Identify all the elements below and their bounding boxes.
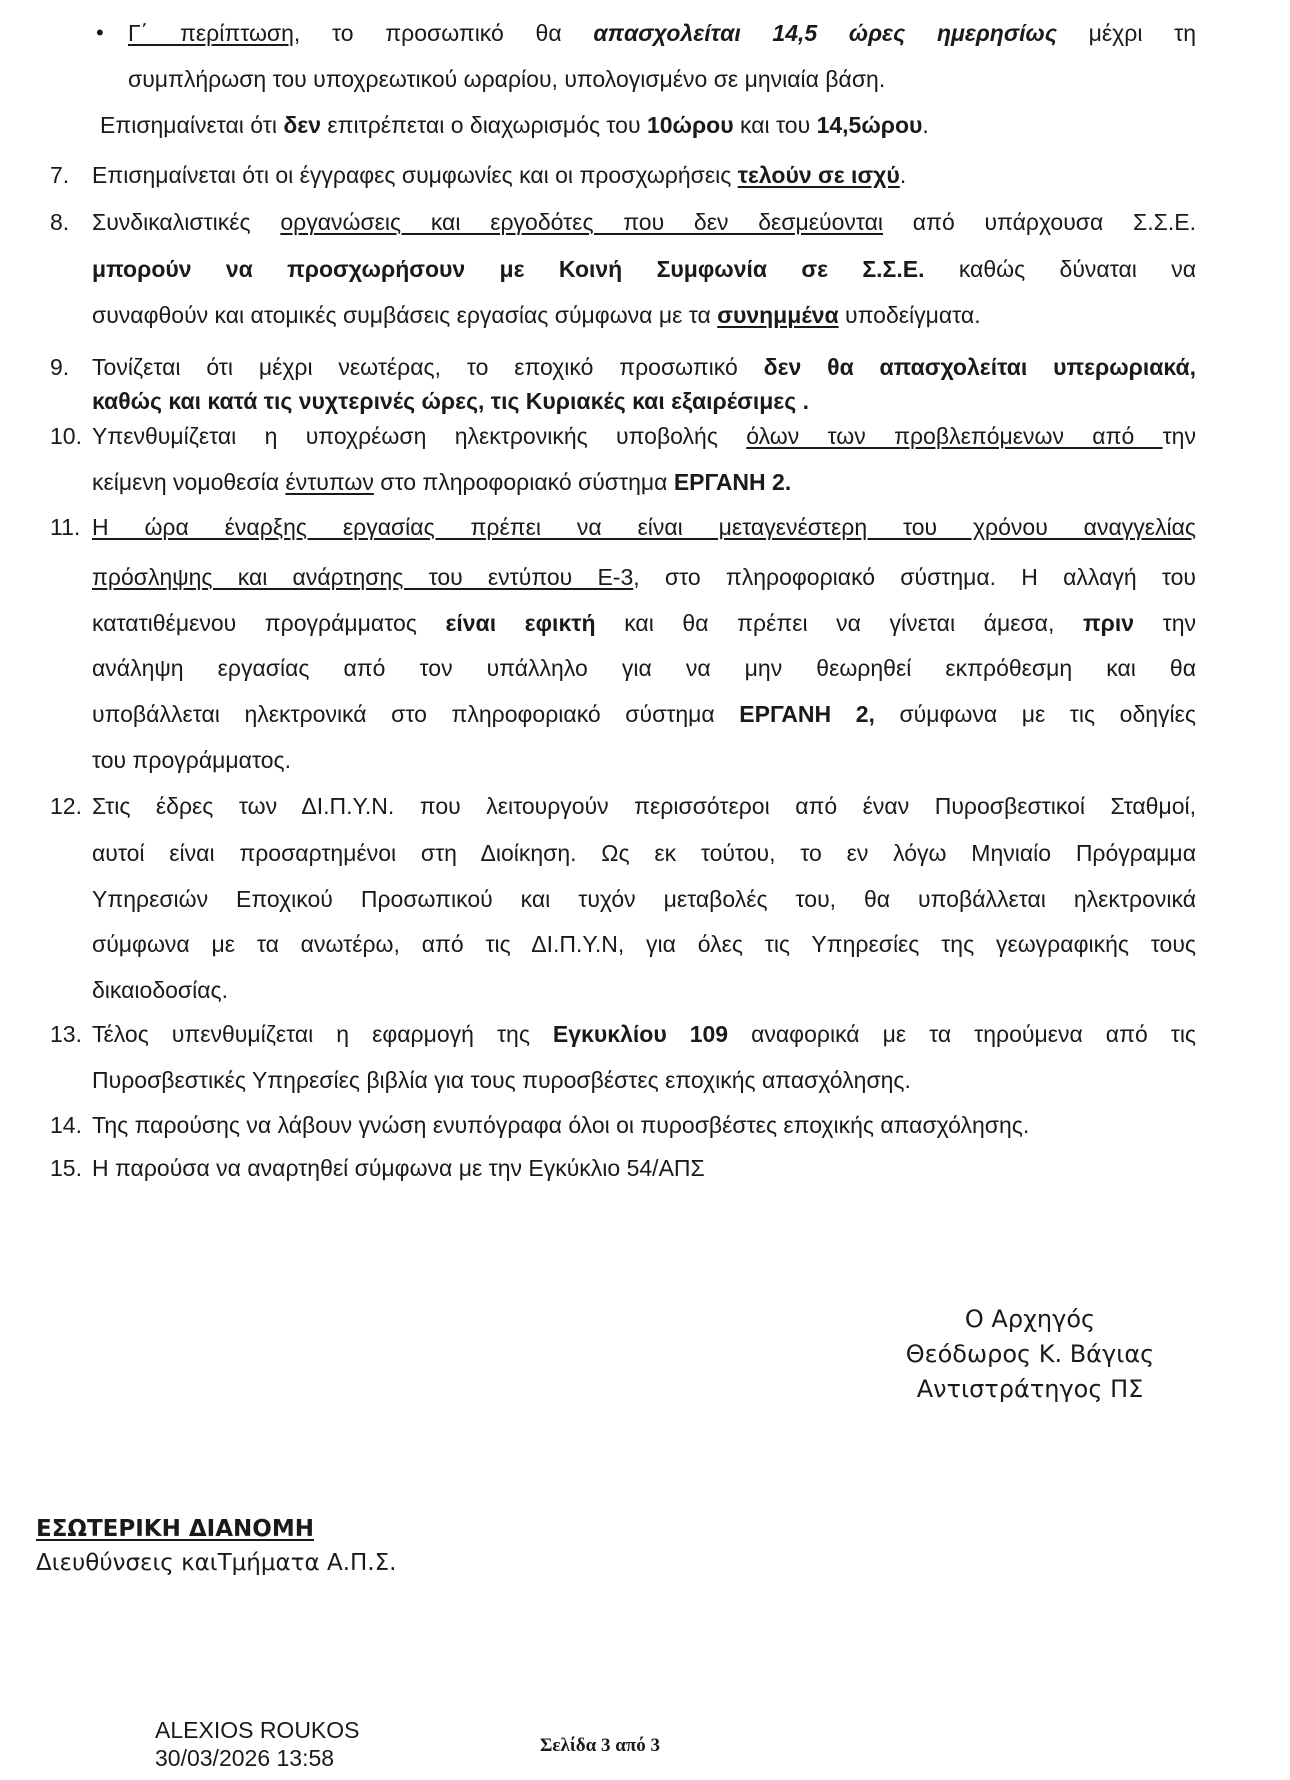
item12-line5: δικαιοδοσίας. [92, 977, 229, 1003]
item12-line1: Στις έδρες των ΔΙ.Π.Υ.Ν. που λειτουργούν περισσότεροι από έναν Πυροσβεστικοί Σταθμοί, [92, 793, 1196, 819]
underlined-text: οργανώσεις και εργοδότες που δεν δεσμεύονται [280, 209, 884, 235]
footer-datetime: 30/03/2026 13:58 [155, 1745, 335, 1771]
emphasis: 10ώρου [646, 112, 734, 138]
item-number: 12. [50, 793, 82, 819]
item12-line2: αυτοί είναι προσαρτημένοι στη Διοίκηση. Ως εκ τούτου, το εν λόγω Μηνιαίο Πρόγραμμα [92, 840, 1196, 866]
text: Τέλος υπενθυμίζεται η εφαρμογή της [92, 1021, 553, 1047]
distribution-body: Διευθύνσεις καιΤμήματα Α.Π.Σ. [36, 1550, 397, 1576]
item6-line1 [128, 18, 1196, 48]
item11-line2 [92, 562, 1196, 592]
emphasis: δεν [283, 112, 321, 138]
text: Υπενθυμίζεται η υποχρέωση ηλεκτρονικής υποβολής [92, 423, 747, 449]
text: από υπάρχουσα Σ.Σ.Ε. [883, 209, 1196, 235]
signature-rank: Αντιστράτηγος ΠΣ [916, 1375, 1144, 1403]
emphasis: 14,5ώρου [816, 112, 923, 138]
text: . [899, 162, 907, 188]
text: , το προσωπικό θα [293, 20, 594, 46]
item8-line1 [92, 207, 1196, 237]
emphasis: είναι εφικτή [445, 610, 596, 636]
underlined-text: όλων των προβλεπόμενων από [746, 423, 1163, 449]
item9-line2: καθώς και κατά τις νυχτερινές ώρες, τις Κυριακές και εξαιρέσιμες . [92, 388, 809, 414]
item11-line3 [92, 608, 1196, 638]
text: Τονίζεται ότι μέχρι νεωτέρας, το εποχικό προσωπικό [92, 354, 764, 380]
text: . [922, 112, 929, 138]
item8-line2 [92, 254, 1196, 284]
signature-name: Θεόδωρος Κ. Βάγιας [905, 1340, 1155, 1368]
emphasis: συνημμένα [717, 302, 839, 328]
item10-line1 [92, 421, 1196, 451]
underlined-text: έντυπων [285, 469, 374, 495]
text: Επισημαίνεται ότι οι έγγραφες συμφωνίες και οι προσχωρήσεις [92, 162, 738, 188]
case-label: Γ΄ περίπτωση [128, 20, 294, 46]
item9-line1 [92, 352, 1196, 382]
item13-line1 [92, 1019, 1196, 1049]
text: υποδείγματα. [838, 302, 981, 328]
text: καθώς δύναται να [924, 256, 1196, 282]
item13-line2: Πυροσβεστικές Υπηρεσίες βιβλία για τους πυροσβέστες εποχικής απασχόλησης. [92, 1067, 911, 1093]
item11-line1: Η ώρα έναρξης εργασίας πρέπει να είναι μεταγενέστερη του χρόνου αναγγελίας [92, 514, 1196, 540]
text: Επισημαίνεται ότι [100, 112, 284, 138]
item-number: 10. [50, 423, 82, 449]
text: κείμενη νομοθεσία [92, 469, 286, 495]
emphasis: απασχολείται 14,5 ώρες ημερησίως [593, 20, 1057, 46]
item6-note [100, 110, 929, 140]
text: την [1162, 423, 1196, 449]
text: , στο πληροφοριακό σύστημα. Η αλλαγή του [633, 564, 1196, 590]
text: και θα πρέπει να γίνεται άμεσα, [595, 610, 1083, 636]
underlined-text: πρόσληψης και ανάρτησης του εντύπου Ε-3 [92, 564, 634, 590]
item7-line1 [92, 160, 906, 190]
text: υποβάλλεται ηλεκτρονικά στο πληροφοριακό σύστημα [92, 701, 740, 727]
text: και του [733, 112, 817, 138]
text: κατατιθέμενου προγράμματος [92, 610, 446, 636]
emphasis: τελούν σε ισχύ [737, 162, 900, 188]
text: στο πληροφοριακό σύστημα [373, 469, 674, 495]
text: μέχρι τη [1056, 20, 1197, 46]
emphasis: Εγκυκλίου 109 [552, 1021, 729, 1047]
item-number: 9. [50, 354, 70, 380]
item-number: 13. [50, 1021, 82, 1047]
text: αναφορικά με τα τηρούμενα από τις [728, 1021, 1197, 1047]
text: την [1134, 610, 1196, 636]
item11-line4: ανάληψη εργασίας από τον υπάλληλο για να μην θεωρηθεί εκπρόθεσμη και θα [92, 655, 1196, 681]
text: Συνδικαλιστικές [92, 209, 281, 235]
item15-line1: Η παρούσα να αναρτηθεί σύμφωνα με την Εγκύκλιο 54/ΑΠΣ [92, 1155, 705, 1181]
item-number: 15. [50, 1155, 82, 1181]
text: επιτρέπεται ο διαχωρισμός του [320, 112, 647, 138]
item-number: 11. [50, 514, 81, 540]
signature-title: Ο Αρχηγός [964, 1305, 1096, 1333]
page-number: Σελίδα 3 από 3 [540, 1735, 660, 1756]
emphasis: ΕΡΓΑΝΗ 2. [673, 469, 792, 495]
footer-user: ALEXIOS ROUKOS [155, 1717, 360, 1743]
emphasis: δεν θα απασχολείται υπερωριακά, [763, 354, 1196, 380]
item11-line6: του προγράμματος. [92, 747, 291, 773]
item6-line2: συμπλήρωση του υποχρεωτικού ωραρίου, υπολογισμένο σε μηνιαία βάση. [128, 66, 886, 92]
item11-line5 [92, 699, 1196, 729]
emphasis: πριν [1082, 610, 1135, 636]
text: σύμφωνα με τις οδηγίες [874, 701, 1197, 727]
emphasis: μπορούν να προσχωρήσουν με Κοινή Συμφωνία σε Σ.Σ.Ε. [92, 256, 925, 282]
emphasis: ΕΡΓΑΝΗ 2, [739, 701, 875, 727]
bullet-icon: • [96, 20, 104, 45]
item10-line2 [92, 467, 791, 497]
item12-line3: Υπηρεσιών Εποχικού Προσωπικού και τυχόν μεταβολές του, θα υποβάλλεται ηλεκτρονικά [92, 886, 1196, 912]
item12-line4: σύμφωνα με τα ανωτέρω, από τις ΔΙ.Π.Υ.Ν, για όλες τις Υπηρεσίες της γεωγραφικής τους [92, 931, 1196, 957]
distribution-heading: ΕΣΩΤΕΡΙΚΗ ΔΙΑΝΟΜΗ [36, 1516, 314, 1542]
item8-line3 [92, 300, 981, 330]
item-number: 8. [50, 209, 70, 235]
item-number: 7. [50, 162, 70, 188]
item-number: 14. [50, 1112, 82, 1138]
item14-line1: Της παρούσης να λάβουν γνώση ενυπόγραφα όλοι οι πυροσβέστες εποχικής απασχόλησης. [92, 1112, 1030, 1138]
text: συναφθούν και ατομικές συμβάσεις εργασίας σύμφωνα με τα [92, 302, 718, 328]
